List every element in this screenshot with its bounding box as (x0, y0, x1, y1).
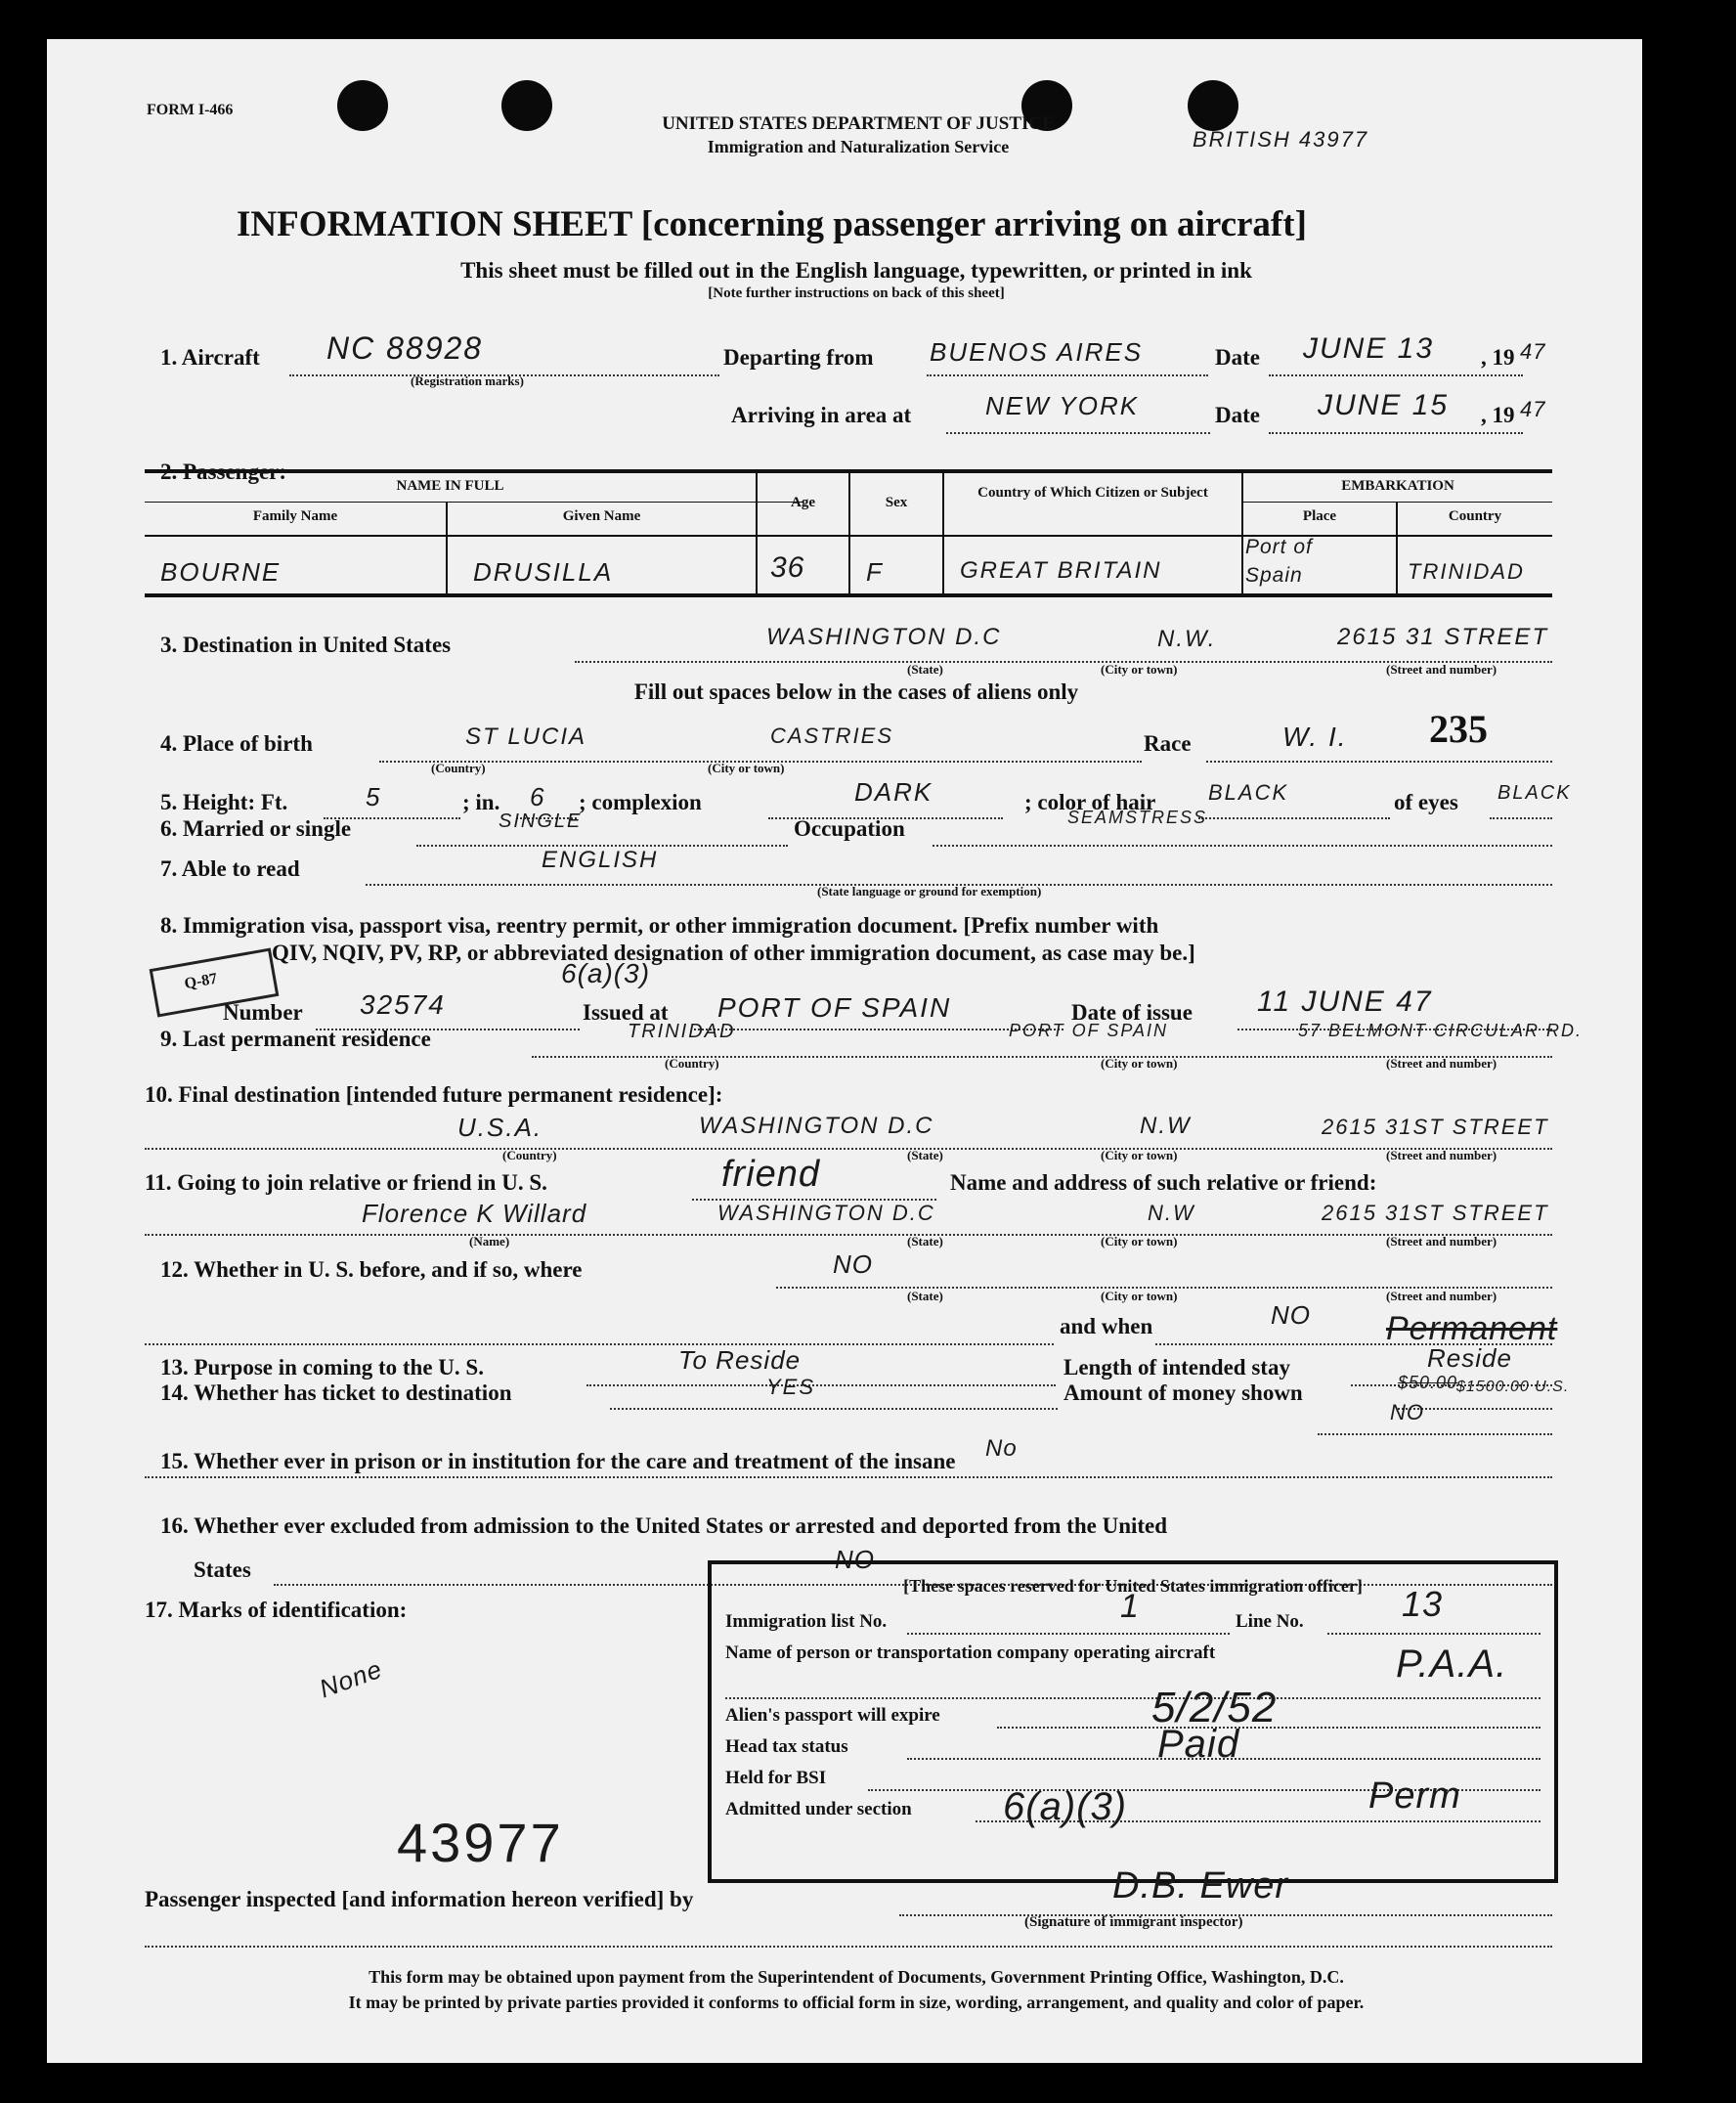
admitted-under-extra: Perm (1368, 1775, 1461, 1817)
issued-at-label: Issued at (583, 1000, 669, 1025)
birth-country-caption: (Country) (431, 761, 486, 775)
arriving-in-area: NEW YORK (985, 391, 1140, 420)
previous-visit-where: NO (833, 1249, 873, 1279)
visa-number: 32574 (360, 989, 446, 1020)
department-name: UNITED STATES DEPARTMENT OF JUSTICE (662, 113, 1055, 134)
line-no-value: 13 (1402, 1584, 1444, 1624)
relative-state: WASHINGTON D.C (717, 1201, 935, 1225)
admitted-under-value: 6(a)(3) (1003, 1785, 1128, 1828)
ticket-value: YES (766, 1375, 816, 1399)
departing-year: 47 (1520, 339, 1546, 364)
eye-color-label: of eyes (1394, 790, 1458, 814)
money-shown-label: Amount of money shown (1063, 1380, 1303, 1405)
residence-country-caption: (Country) (665, 1056, 719, 1071)
aircraft-label: 1. Aircraft (160, 345, 260, 370)
prison-value: NO (1390, 1400, 1424, 1424)
form-number: FORM I-466 (147, 102, 234, 118)
residence-street-caption: (Street and number) (1386, 1056, 1497, 1071)
birth-city: CASTRIES (770, 723, 894, 748)
line-no-label: Line No. (1236, 1611, 1304, 1632)
family-name-header: Family Name (252, 508, 338, 524)
citizen-country-value: GREAT BRITAIN (960, 557, 1162, 584)
eye-color-value: BLACK (1497, 782, 1572, 804)
prison-label: 15. Whether ever in prison or in institution for the care and treatment of the insane (160, 1449, 956, 1473)
final-destination-country: U.S.A. (457, 1113, 543, 1142)
footer-line-1: This form may be obtained upon payment from the Superintendent of Documents, Government Printing Office, Washington, D.C. (369, 1967, 1344, 1987)
relative-street-caption: (Street and number) (1386, 1234, 1497, 1249)
departing-date: JUNE 13 (1303, 332, 1435, 365)
occupation-value: SEAMSTRESS (1067, 808, 1208, 827)
last-residence-label: 9. Last permanent residence (160, 1027, 431, 1051)
destination-city-caption: (City or town) (1101, 662, 1178, 677)
departing-date-label: Date (1215, 345, 1260, 370)
footer-line-2: It may be printed by private parties provided it conforms to official form in size, wording, arrangement, and quality and color of paper. (348, 1993, 1365, 2012)
registration-caption: (Registration marks) (411, 373, 524, 388)
complexion-label: ; complexion (579, 790, 702, 814)
destination-street: 2615 31 STREET (1337, 624, 1549, 650)
service-name: Immigration and Naturalization Service (707, 137, 1010, 156)
place-header: Place (1302, 508, 1337, 524)
embarkation-place-line1: Port of (1245, 536, 1313, 558)
prison-value-second: No (985, 1435, 1018, 1462)
stamped-number: 235 (1429, 707, 1488, 751)
relative-street: 2615 31ST STREET (1322, 1201, 1549, 1225)
final-destination-street: 2615 31ST STREET (1322, 1115, 1549, 1139)
hair-color-label: ; color of hair (1024, 790, 1156, 814)
name-in-full-header: NAME IN FULL (396, 478, 504, 494)
visa-line1: 8. Immigration visa, passport visa, reentry permit, or other immigration document. [Prefix number with (160, 913, 1159, 938)
form-instruction: This sheet must be filled out in the English language, typewritten, or printed in ink (460, 258, 1252, 283)
punch-hole-4 (1188, 80, 1238, 131)
residence-city-caption: (City or town) (1101, 1056, 1178, 1071)
read-label: 7. Able to read (160, 856, 300, 881)
age-value: 36 (770, 551, 805, 584)
destination-street-caption: (Street and number) (1386, 662, 1497, 677)
arriving-label: Arriving in area at (731, 403, 912, 427)
relative-state-caption: (State) (907, 1234, 943, 1249)
inspected-by-label: Passenger inspected [and information hereon verified] by (145, 1887, 694, 1911)
read-language: ENGLISH (542, 847, 659, 873)
citizen-country-header: Country of Which Citizen or Subject (977, 485, 1208, 501)
identification-marks-value: None (315, 1653, 387, 1704)
aircraft-registration: NC 88928 (326, 330, 484, 366)
relative-name-caption: (Name) (469, 1234, 510, 1249)
file-number: 43977 (397, 1812, 564, 1873)
final-destination-label: 10. Final destination [intended future permanent residence]: (145, 1082, 723, 1107)
head-tax-label: Head tax status (725, 1736, 848, 1757)
married-label: 6. Married or single (160, 816, 352, 841)
intended-stay-label: Length of intended stay (1063, 1355, 1290, 1380)
head-tax-value: Paid (1157, 1723, 1240, 1766)
height-in-label: ; in. (462, 790, 500, 814)
embarkation-country-header: Country (1448, 508, 1502, 524)
embarkation-place-line2: Spain (1245, 564, 1303, 587)
given-name-header: Given Name (562, 508, 641, 524)
punch-hole-1 (337, 80, 388, 131)
final-destination-country-caption: (Country) (502, 1148, 557, 1162)
final-destination-city: N.W (1140, 1113, 1192, 1139)
final-destination-street-caption: (Street and number) (1386, 1148, 1497, 1162)
operator-label: Name of person or transportation company operating aircraft (725, 1643, 1216, 1663)
intended-stay-value: Reside (1427, 1343, 1512, 1373)
destination-label: 3. Destination in United States (160, 633, 452, 657)
immigration-list-value: 1 (1120, 1588, 1140, 1625)
relative-city: N.W (1148, 1201, 1195, 1225)
family-name-value: BOURNE (160, 557, 282, 587)
visa-section-note: 6(a)(3) (561, 958, 651, 988)
visa-issued-at: PORT OF SPAIN (717, 992, 952, 1023)
information-sheet-form (47, 39, 1642, 2063)
residence-country: TRINIDAD (628, 1021, 736, 1042)
complexion-value: DARK (854, 777, 933, 807)
birth-city-caption: (City or town) (708, 761, 785, 775)
operator-value: P.A.A. (1396, 1643, 1508, 1686)
identification-marks-label: 17. Marks of identification: (145, 1598, 408, 1622)
arriving-year: 47 (1520, 397, 1546, 421)
aliens-only-heading: Fill out spaces below in the cases of aliens only (633, 679, 1079, 704)
join-relation: friend (721, 1154, 821, 1195)
intended-stay-struck: Permanent (1386, 1310, 1558, 1347)
excluded-line2: States (194, 1557, 251, 1582)
excluded-line1: 16. Whether ever excluded from admission to the United States or arrested and deported from the United (160, 1513, 1168, 1538)
passport-expire-label: Alien's passport will expire (725, 1705, 940, 1726)
embarkation-country-value: TRINIDAD (1408, 559, 1525, 584)
height-ft: 5 (366, 782, 381, 811)
residence-city: PORT OF SPAIN (1009, 1021, 1169, 1040)
excluded-value: NO (835, 1545, 875, 1574)
date-of-issue-label: Date of issue (1071, 1000, 1193, 1025)
relative-name: Florence K Willard (362, 1199, 587, 1228)
previous-visit-street-caption: (Street and number) (1386, 1289, 1497, 1303)
form-note: [Note further instructions on back of this sheet] (708, 285, 1005, 301)
read-caption: (State language or ground for exemption) (817, 884, 1042, 898)
purpose-value: To Reside (678, 1345, 802, 1375)
held-for-bsi-label: Held for BSI (725, 1768, 827, 1788)
relative-name-address-label: Name and address of such relative or friend: (950, 1170, 1377, 1195)
final-destination-state-caption: (State) (907, 1148, 943, 1162)
purpose-label: 13. Purpose in coming to the U. S. (160, 1355, 484, 1380)
passport-expire-value: 5/2/52 (1151, 1684, 1278, 1731)
birth-country: ST LUCIA (465, 723, 587, 750)
final-destination-city-caption: (City or town) (1101, 1148, 1178, 1162)
embarkation-header: EMBARKATION (1341, 478, 1454, 494)
inspector-signature-caption: (Signature of immigrant inspector) (1024, 1914, 1243, 1930)
arriving-date: JUNE 15 (1318, 389, 1450, 421)
previous-visit-state-caption: (State) (907, 1289, 943, 1303)
admitted-under-label: Admitted under section (725, 1799, 912, 1819)
destination-city: N.W. (1157, 626, 1217, 652)
married-value: SINGLE (499, 811, 583, 832)
money-struck: $50.00 (1398, 1373, 1458, 1392)
destination-state: WASHINGTON D.C (766, 624, 1002, 650)
sex-header: Sex (885, 495, 908, 510)
departing-from: BUENOS AIRES (930, 337, 1144, 367)
inspector-signature: D.B. Ewer (1112, 1865, 1289, 1906)
race-label: Race (1144, 731, 1192, 756)
handwritten-reference: BRITISH 43977 (1193, 127, 1369, 152)
height-ft-label: 5. Height: Ft. (160, 790, 288, 814)
destination-state-caption: (State) (907, 662, 943, 677)
birth-place-label: 4. Place of birth (160, 731, 313, 756)
join-relative-label: 11. Going to join relative or friend in U. S. (145, 1170, 547, 1195)
final-destination-state: WASHINGTON D.C (699, 1113, 934, 1139)
immigration-officer-box (708, 1560, 1558, 1883)
given-name-value: DRUSILLA (473, 557, 614, 587)
ticket-label: 14. Whether has ticket to destination (160, 1380, 512, 1405)
previous-visit-label: 12. Whether in U. S. before, and if so, where (160, 1257, 583, 1282)
previous-visit-city-caption: (City or town) (1101, 1289, 1178, 1303)
visa-number-label: Number (223, 1000, 303, 1025)
relative-city-caption: (City or town) (1101, 1234, 1178, 1249)
arriving-date-label: Date (1215, 403, 1260, 427)
sex-value: F (866, 557, 883, 587)
height-in: 6 (530, 782, 545, 811)
departing-label: Departing from (723, 345, 874, 370)
hair-color-value: BLACK (1208, 780, 1289, 805)
visa-line2: QIV, NQIV, PV, RP, or abbreviated designation of other immigration document, as case may be.] (272, 941, 1195, 965)
occupation-label: Occupation (794, 816, 905, 841)
previous-visit-when-label: and when (1060, 1314, 1153, 1338)
race-value: W. I. (1282, 722, 1348, 752)
immigration-list-label: Immigration list No. (725, 1611, 888, 1632)
arriving-year-prefix: , 19 (1481, 403, 1515, 427)
visa-rubber-stamp: Q-87 (150, 947, 280, 1017)
page-title: INFORMATION SHEET [concerning passenger arriving on aircraft] (237, 204, 1307, 244)
departing-year-prefix: , 19 (1481, 345, 1515, 370)
residence-street: 57 BELMONT CIRCULAR RD. (1298, 1021, 1584, 1040)
officer-box-title: [These spaces reserved for United States immigration officer] (903, 1576, 1363, 1596)
previous-visit-when: NO (1271, 1300, 1311, 1330)
money-value: $1500.00 U.S. (1456, 1379, 1570, 1395)
visa-issue-date: 11 JUNE 47 (1257, 986, 1433, 1018)
age-header: Age (791, 495, 815, 510)
